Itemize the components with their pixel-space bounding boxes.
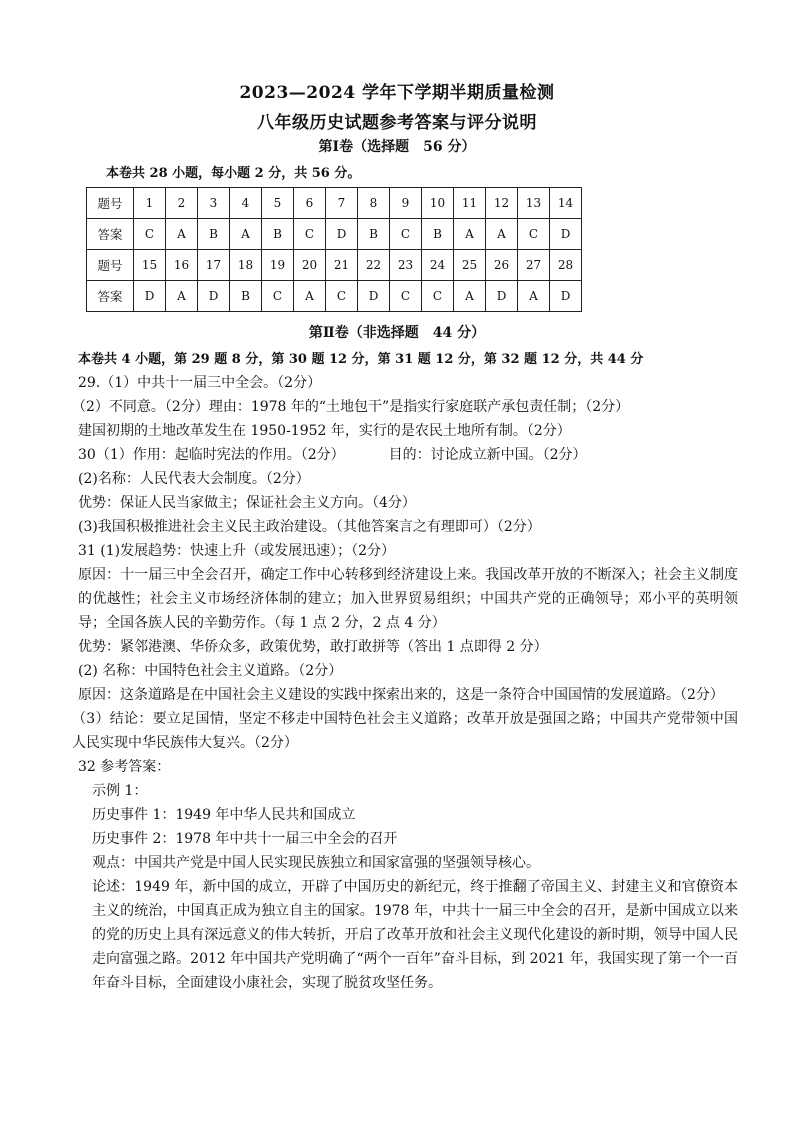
q32-event1: 历史事件 1：1949 年中华人民共和国成立 xyxy=(92,807,356,823)
answer-cell: C xyxy=(294,219,326,250)
answer-cell: A xyxy=(486,219,518,250)
q31-reasons: 原因：十一届三中全会召开，确定工作中心转移到经济建设上来。我国改革开放的不断深入；社会主义制度的优越性；社会主义市场经济体制的建立；加入世界贸易组织；中国共产党的正确领导；邓小平的英明领导；全国各族人民的辛勤劳作。（每 1 点 2 分，2 点 4 分） xyxy=(78,567,738,631)
answer-row xyxy=(87,281,582,312)
q29-part1: 29.（1）中共十一届三中全会。（2分） xyxy=(78,375,322,391)
answer-cell: D xyxy=(326,219,358,250)
answer-cell: A xyxy=(166,281,198,312)
question-number-cell: 20 xyxy=(294,250,326,281)
q30-part3: (3)我国积极推进社会主义民主政治建设。（其他答案言之有理即可）（2分） xyxy=(78,519,541,535)
row-label-question: 题号 xyxy=(87,250,134,281)
answer-cell: D xyxy=(358,281,390,312)
answer-cell: A xyxy=(518,281,550,312)
question-number-cell: 19 xyxy=(262,250,294,281)
q29-part2-line1: （2）不同意。（2分）理由：1978 年的“土地包干”是指实行家庭联产承包责任制；（2分） xyxy=(72,399,630,415)
answer-cell: D xyxy=(486,281,518,312)
q29-part2-line2: 建国初期的土地改革发生在 1950-1952 年，实行的是农民土地所有制。（2分） xyxy=(78,423,571,439)
question-number-cell: 14 xyxy=(550,188,582,219)
answer-cell: C xyxy=(422,281,454,312)
question-number-row xyxy=(87,188,582,219)
row-label-question: 题号 xyxy=(87,188,134,219)
answer-cell: C xyxy=(518,219,550,250)
q32-viewpoint: 观点：中国共产党是中国人民实现民族独立和国家富强的坚强领导核心。 xyxy=(92,855,540,871)
answer-cell: C xyxy=(390,219,422,250)
question-number-cell: 16 xyxy=(166,250,198,281)
question-number-cell: 15 xyxy=(134,250,166,281)
question-number-cell: 23 xyxy=(390,250,422,281)
answer-cell: B xyxy=(262,219,294,250)
question-number-cell: 9 xyxy=(390,188,422,219)
answer-cell: A xyxy=(454,219,486,250)
answer-cell: D xyxy=(198,281,230,312)
answer-cell: B xyxy=(358,219,390,250)
answer-cell: C xyxy=(326,281,358,312)
q31-part2: (2) 名称：中国特色社会主义道路。（2分） xyxy=(78,663,343,679)
question-number-cell: 17 xyxy=(198,250,230,281)
answer-cell: A xyxy=(230,219,262,250)
part2-heading: 第Ⅱ卷（非选择题 44 分） xyxy=(308,325,486,341)
part1-heading: 第Ⅰ卷（选择题 56 分） xyxy=(318,139,476,155)
q32-example: 示例 1： xyxy=(92,783,148,799)
answer-cell: B xyxy=(230,281,262,312)
answer-row xyxy=(87,219,582,250)
q32-event2: 历史事件 2：1978 年中共十一届三中全会的召开 xyxy=(92,831,398,847)
q31-advantage: 优势：紧邻港澳、华侨众多，政策优势，敢打敢拼等（答出 1 点即得 2 分） xyxy=(78,639,548,655)
question-number-cell: 2 xyxy=(166,188,198,219)
q30-part1-function: 30（1）作用：起临时宪法的作用。（2分） xyxy=(78,447,345,463)
q30-advantage: 优势：保证人民当家做主；保证社会主义方向。（4分） xyxy=(78,495,416,511)
answer-cell: A xyxy=(166,219,198,250)
question-number-cell: 26 xyxy=(486,250,518,281)
answer-cell: B xyxy=(422,219,454,250)
question-number-cell: 28 xyxy=(550,250,582,281)
part1-note: 本卷共 28 小题，每小题 2 分，共 56 分。 xyxy=(106,166,361,181)
question-number-cell: 27 xyxy=(518,250,550,281)
question-number-cell: 25 xyxy=(454,250,486,281)
question-number-cell: 21 xyxy=(326,250,358,281)
q31-part3: （3）结论：要立足国情，坚定不移走中国特色社会主义道路；改革开放是强国之路；中国共产党带领中国人民实现中华民族伟大复兴。（2分） xyxy=(72,711,738,751)
question-number-cell: 24 xyxy=(422,250,454,281)
question-number-cell: 7 xyxy=(326,188,358,219)
answer-cell: C xyxy=(262,281,294,312)
row-label-answer: 答案 xyxy=(87,219,134,250)
answer-cell: A xyxy=(454,281,486,312)
answer-cell: C xyxy=(134,219,166,250)
question-number-cell: 12 xyxy=(486,188,518,219)
answers-body xyxy=(72,371,738,995)
answer-cell: A xyxy=(294,281,326,312)
question-number-cell: 1 xyxy=(134,188,166,219)
answer-cell: D xyxy=(134,281,166,312)
question-number-cell: 18 xyxy=(230,250,262,281)
answer-cell: D xyxy=(550,219,582,250)
question-number-cell: 11 xyxy=(454,188,486,219)
question-number-cell: 4 xyxy=(230,188,262,219)
q31-part1: 31 (1)发展趋势：快速上升（或发展迅速）；（2分） xyxy=(78,543,396,559)
q32-heading: 32 参考答案： xyxy=(78,759,171,775)
answer-cell: B xyxy=(198,219,230,250)
q30-part1 xyxy=(78,443,738,467)
q32-argument: 论述：1949 年，新中国的成立，开辟了中国历史的新纪元，终于推翻了帝国主义、封建主义和官僚资本主义的统治，中国真正成为独立自主的国家。1978 年，中共十一届三中全会的召开，是新中国成立以来的党的历史上具有深远意义的伟大转折，开启了改革开放和社会主义现代化建设的新时期，领导中国人民走向富强之路。2012 年中国共产党明确了“两个一百年”奋斗目标，到 2021 年，我国实现了第一个一百年奋斗目标，全面建设小康社会，实现了脱贫攻坚任务。 xyxy=(92,879,738,991)
title-line-2: 八年级历史试题参考答案与评分说明 xyxy=(257,113,537,133)
question-number-cell: 6 xyxy=(294,188,326,219)
answer-cell: D xyxy=(550,281,582,312)
q30-part1-purpose: 目的：讨论成立新中国。（2分） xyxy=(388,447,587,463)
q30-part2: (2)名称：人民代表大会制度。（2分） xyxy=(78,471,310,487)
q31-part2-reason: 原因：这条道路是在中国社会主义建设的实践中探索出来的，这是一条符合中国国情的发展道路。（2分） xyxy=(78,687,724,703)
question-number-cell: 13 xyxy=(518,188,550,219)
answer-cell: C xyxy=(390,281,422,312)
question-number-row xyxy=(87,250,582,281)
question-number-cell: 5 xyxy=(262,188,294,219)
question-number-cell: 8 xyxy=(358,188,390,219)
question-number-cell: 10 xyxy=(422,188,454,219)
part2-note: 本卷共 4 小题，第 29 题 8 分，第 30 题 12 分，第 31 题 12 分，第 32 题 12 分，共 44 分 xyxy=(78,352,644,367)
title-line-1: 2023—2024 学年下学期半期质量检测 xyxy=(239,83,555,103)
answer-table xyxy=(86,187,582,312)
row-label-answer: 答案 xyxy=(87,281,134,312)
question-number-cell: 22 xyxy=(358,250,390,281)
question-number-cell: 3 xyxy=(198,188,230,219)
